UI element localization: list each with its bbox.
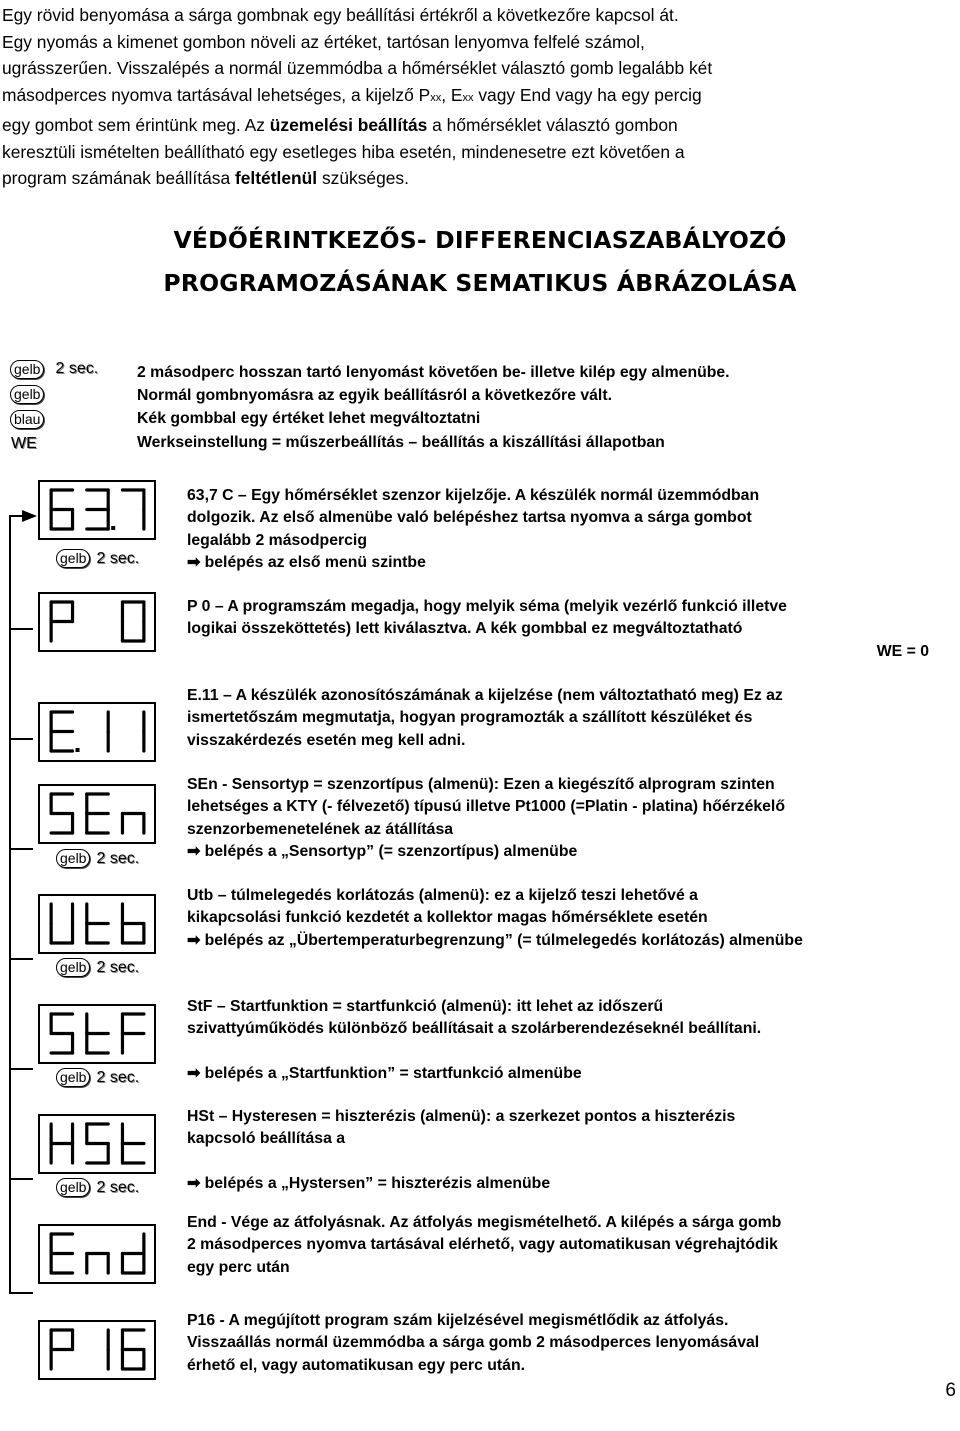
intro-line: ugrásszerűen. Visszalépés a normál üzemmódba a hőmérséklet választó gomb legalább két (2, 58, 713, 79)
entry-line: StF – Startfunktion = startfunkció (almenü): itt lehet az időszerű (187, 998, 664, 1015)
entry-end (187, 1212, 941, 1279)
entry-line: kikapcsolási funkció kezdetét a kollektor magas hőmérséklete esetén (187, 909, 708, 927)
duration-label: 2 sec. (96, 1178, 140, 1196)
entry-p16 (187, 1310, 941, 1377)
lcd-display-e11 (38, 702, 156, 762)
entry-line: kapcsoló beállítása a (187, 1130, 346, 1148)
flow-tick (9, 628, 33, 630)
legend-row-we (11, 433, 37, 455)
entry-line: visszakérdezés esetén meg kell adni. (187, 731, 466, 749)
yellow-button-icon: gelb (56, 849, 90, 868)
display-button-hint (56, 1178, 139, 1197)
seven-segment-icon (40, 594, 153, 649)
entry-line: szenzorbemenetelének az átállítása (187, 820, 454, 838)
entry-line: logikai összeköttetés) lett kiválasztva. A kék gombbal ez megváltoztatható (187, 620, 743, 638)
yellow-button-icon: gelb (56, 1178, 90, 1197)
intro-line: egy gombot sem érintünk meg. Az (2, 114, 270, 135)
flow-arrow-icon (22, 508, 38, 524)
display-button-hint (56, 1068, 139, 1087)
intro-line: vagy End vagy ha egy percig (473, 85, 702, 106)
entry-sen (187, 774, 941, 864)
decimal-point (111, 526, 115, 530)
intro-line: Egy rövid benyomása a sárga gombnak egy beállítási értékről a következőre kapcsol át. (2, 5, 679, 25)
legend-text-line: Normál gombnyomásra az egyik beállításról a következőre vált. (137, 387, 612, 405)
seven-segment-icon (40, 482, 153, 537)
flow-tick (9, 958, 33, 960)
legend-row-blau (10, 408, 44, 430)
entry-line: HSt – Hysteresen = hiszterézis (almenü): a szerkezet pontos a hiszterézis (187, 1108, 736, 1125)
display-button-hint (56, 958, 139, 977)
lcd-display-63-7 (38, 480, 156, 540)
entry-line: P16 - A megújított program szám kijelzésével megismétlődik az átfolyás. (187, 1312, 729, 1329)
entry-p0 (187, 596, 941, 663)
entry-line: ➡ belépés a „Hystersen” = hiszterézis almenübe (187, 1174, 551, 1192)
we-label: WE (11, 435, 37, 452)
entry-63-7 (187, 485, 941, 575)
entry-line: dolgozik. Az első almenübe való belépéshez tartsa nyomva a sárga gombot (187, 509, 752, 527)
seven-segment-icon (40, 1116, 153, 1171)
duration-label: 2 sec. (96, 549, 140, 567)
duration-label: 2 sec. (96, 1068, 140, 1086)
entry-line: SEn - Sensortyp = szenzortípus (almenü): Ezen a kiegészítő alprogram szinten (187, 776, 775, 793)
subscript: xx (462, 92, 474, 105)
entry-line: legalább 2 másodpercig (187, 531, 367, 549)
yellow-button-icon: gelb (10, 360, 44, 379)
seven-segment-icon (40, 1226, 153, 1281)
lcd-display-stf (38, 1004, 156, 1064)
flow-line-bottom (9, 1292, 33, 1294)
yellow-button-icon: gelb (56, 958, 90, 977)
entry-utb (187, 885, 941, 952)
section-heading-line2: PROGRAMOZÁSÁNAK SEMATIKUS ÁBRÁZOLÁSA (163, 269, 797, 297)
entry-line: 2 másodperces nyomva tartásával elérhető, vagy automatikusan végrehajtódik (187, 1236, 778, 1254)
lcd-display-end (38, 1224, 156, 1284)
legend-text-line: Kék gombbal egy értéket lehet megváltoztatni (137, 410, 481, 428)
entry-line: ➡ belépés a „Startfunktion” = startfunkció almenübe (187, 1064, 582, 1082)
blue-button-icon: blau (10, 410, 44, 429)
display-button-hint (56, 549, 139, 568)
entry-stf (187, 996, 941, 1085)
duration-label: 2 sec. (55, 360, 99, 377)
entry-line: érhető el, vagy automatikusan egy perc után. (187, 1356, 525, 1374)
intro-line: , E (441, 85, 463, 106)
lcd-display-sen (38, 784, 156, 844)
lcd-display-utb (38, 894, 156, 954)
duration-label: 2 sec. (96, 849, 140, 867)
seven-segment-icon (40, 1006, 153, 1061)
lcd-display-hst (38, 1114, 156, 1174)
legend-descriptions (137, 361, 730, 454)
yellow-button-icon: gelb (56, 1068, 90, 1087)
legend-row-gelb (10, 383, 44, 405)
page-number: 6 (945, 1380, 956, 1401)
entry-line: E.11 – A készülék azonosítószámának a kijelzése (nem változtatható meg) Ez az (187, 687, 783, 704)
entry-hst (187, 1106, 941, 1195)
seven-segment-icon (40, 896, 153, 951)
entry-e11 (187, 685, 941, 752)
entry-line: egy perc után (187, 1258, 290, 1276)
intro-line: szükséges. (317, 168, 409, 189)
duration-label: 2 sec. (96, 958, 140, 976)
entry-line: P 0 – A programszám megadja, hogy melyik séma (melyik vezérlő funkció illetve (187, 598, 787, 615)
entry-line: WE = 0 (876, 642, 929, 660)
legend-text-line: 2 másodperc hosszan tartó lenyomást követően be- illetve kilép egy almenübe. (137, 364, 730, 381)
lcd-display-p0 (38, 592, 156, 652)
intro-line: másodperces nyomva tartásával lehetséges, a kijelző P (2, 85, 431, 106)
entry-line: Visszaállás normál üzemmódba a sárga gomb 2 másodperces lenyomásával (187, 1334, 760, 1352)
intro-line: Egy nyomás a kimenet gombon növeli az értéket, tartósan lenyomva felfelé számol, (2, 31, 645, 52)
entry-line: ismertetőszám megmutatja, hogyan programozták a szállított készüléket és (187, 709, 753, 727)
entry-line: ➡ belépés a „Sensortyp” (= szenzortípus) almenübe (187, 843, 578, 861)
entry-line: Utb – túlmelegedés korlátozás (almenü): ez a kijelző teszi lehetővé a (187, 887, 698, 904)
flow-line-vertical (9, 515, 11, 1293)
flow-tick (9, 738, 33, 740)
seven-segment-icon (40, 1322, 153, 1377)
yellow-button-icon: gelb (56, 549, 90, 568)
seven-segment-icon (40, 786, 153, 841)
display-button-hint (56, 849, 139, 868)
flow-tick (9, 1068, 33, 1070)
entry-line: ➡ belépés az első menü szintbe (187, 554, 426, 572)
section-heading-line1: VÉDŐÉRINTKEZŐS- DIFFERENCIASZABÁLYOZÓ (173, 226, 787, 254)
intro-bold: üzemelési beállítás (269, 114, 428, 135)
yellow-button-icon: gelb (10, 385, 44, 404)
entry-line: End - Vége az átfolyásnak. Az átfolyás megismételhető. A kilépés a sárga gomb (187, 1214, 782, 1231)
intro-line: a hőmérséklet választó gombon (427, 114, 678, 135)
decimal-point (76, 748, 80, 752)
intro-bold: feltétlenül (234, 168, 318, 189)
entry-line: szivattyúműködés különböző beállításait a szolárberendezéseknél beállítani. (187, 1020, 762, 1038)
seven-segment-icon (40, 704, 153, 759)
legend-text-line: Werkseinstellung = műszerbeállítás – beállítás a kiszállítási állapotban (137, 433, 665, 451)
entry-line: 63,7 C – Egy hőmérséklet szenzor kijelzője. A készülék normál üzemmódban (187, 487, 760, 504)
entry-line: lehetséges a KTY (- félvezető) típusú illetve Pt1000 (=Platin - platina) hőérzékelő (187, 798, 785, 816)
entry-line: ➡ belépés az „Übertemperaturbegrenzung” (= túlmelegedés korlátozás) almenübe (187, 931, 803, 949)
legend-row-gelb-long (10, 358, 98, 380)
flow-tick (9, 1178, 33, 1180)
intro-line: program számának beállítása (2, 168, 235, 189)
intro-line: keresztüli ismételten beállítható egy esetleges hiba esetén, mindenesetre ezt követően a (2, 141, 685, 162)
intro-paragraph (2, 2, 958, 192)
lcd-display-p16 (38, 1320, 156, 1380)
flow-tick (9, 848, 33, 850)
subscript: xx (430, 92, 442, 105)
